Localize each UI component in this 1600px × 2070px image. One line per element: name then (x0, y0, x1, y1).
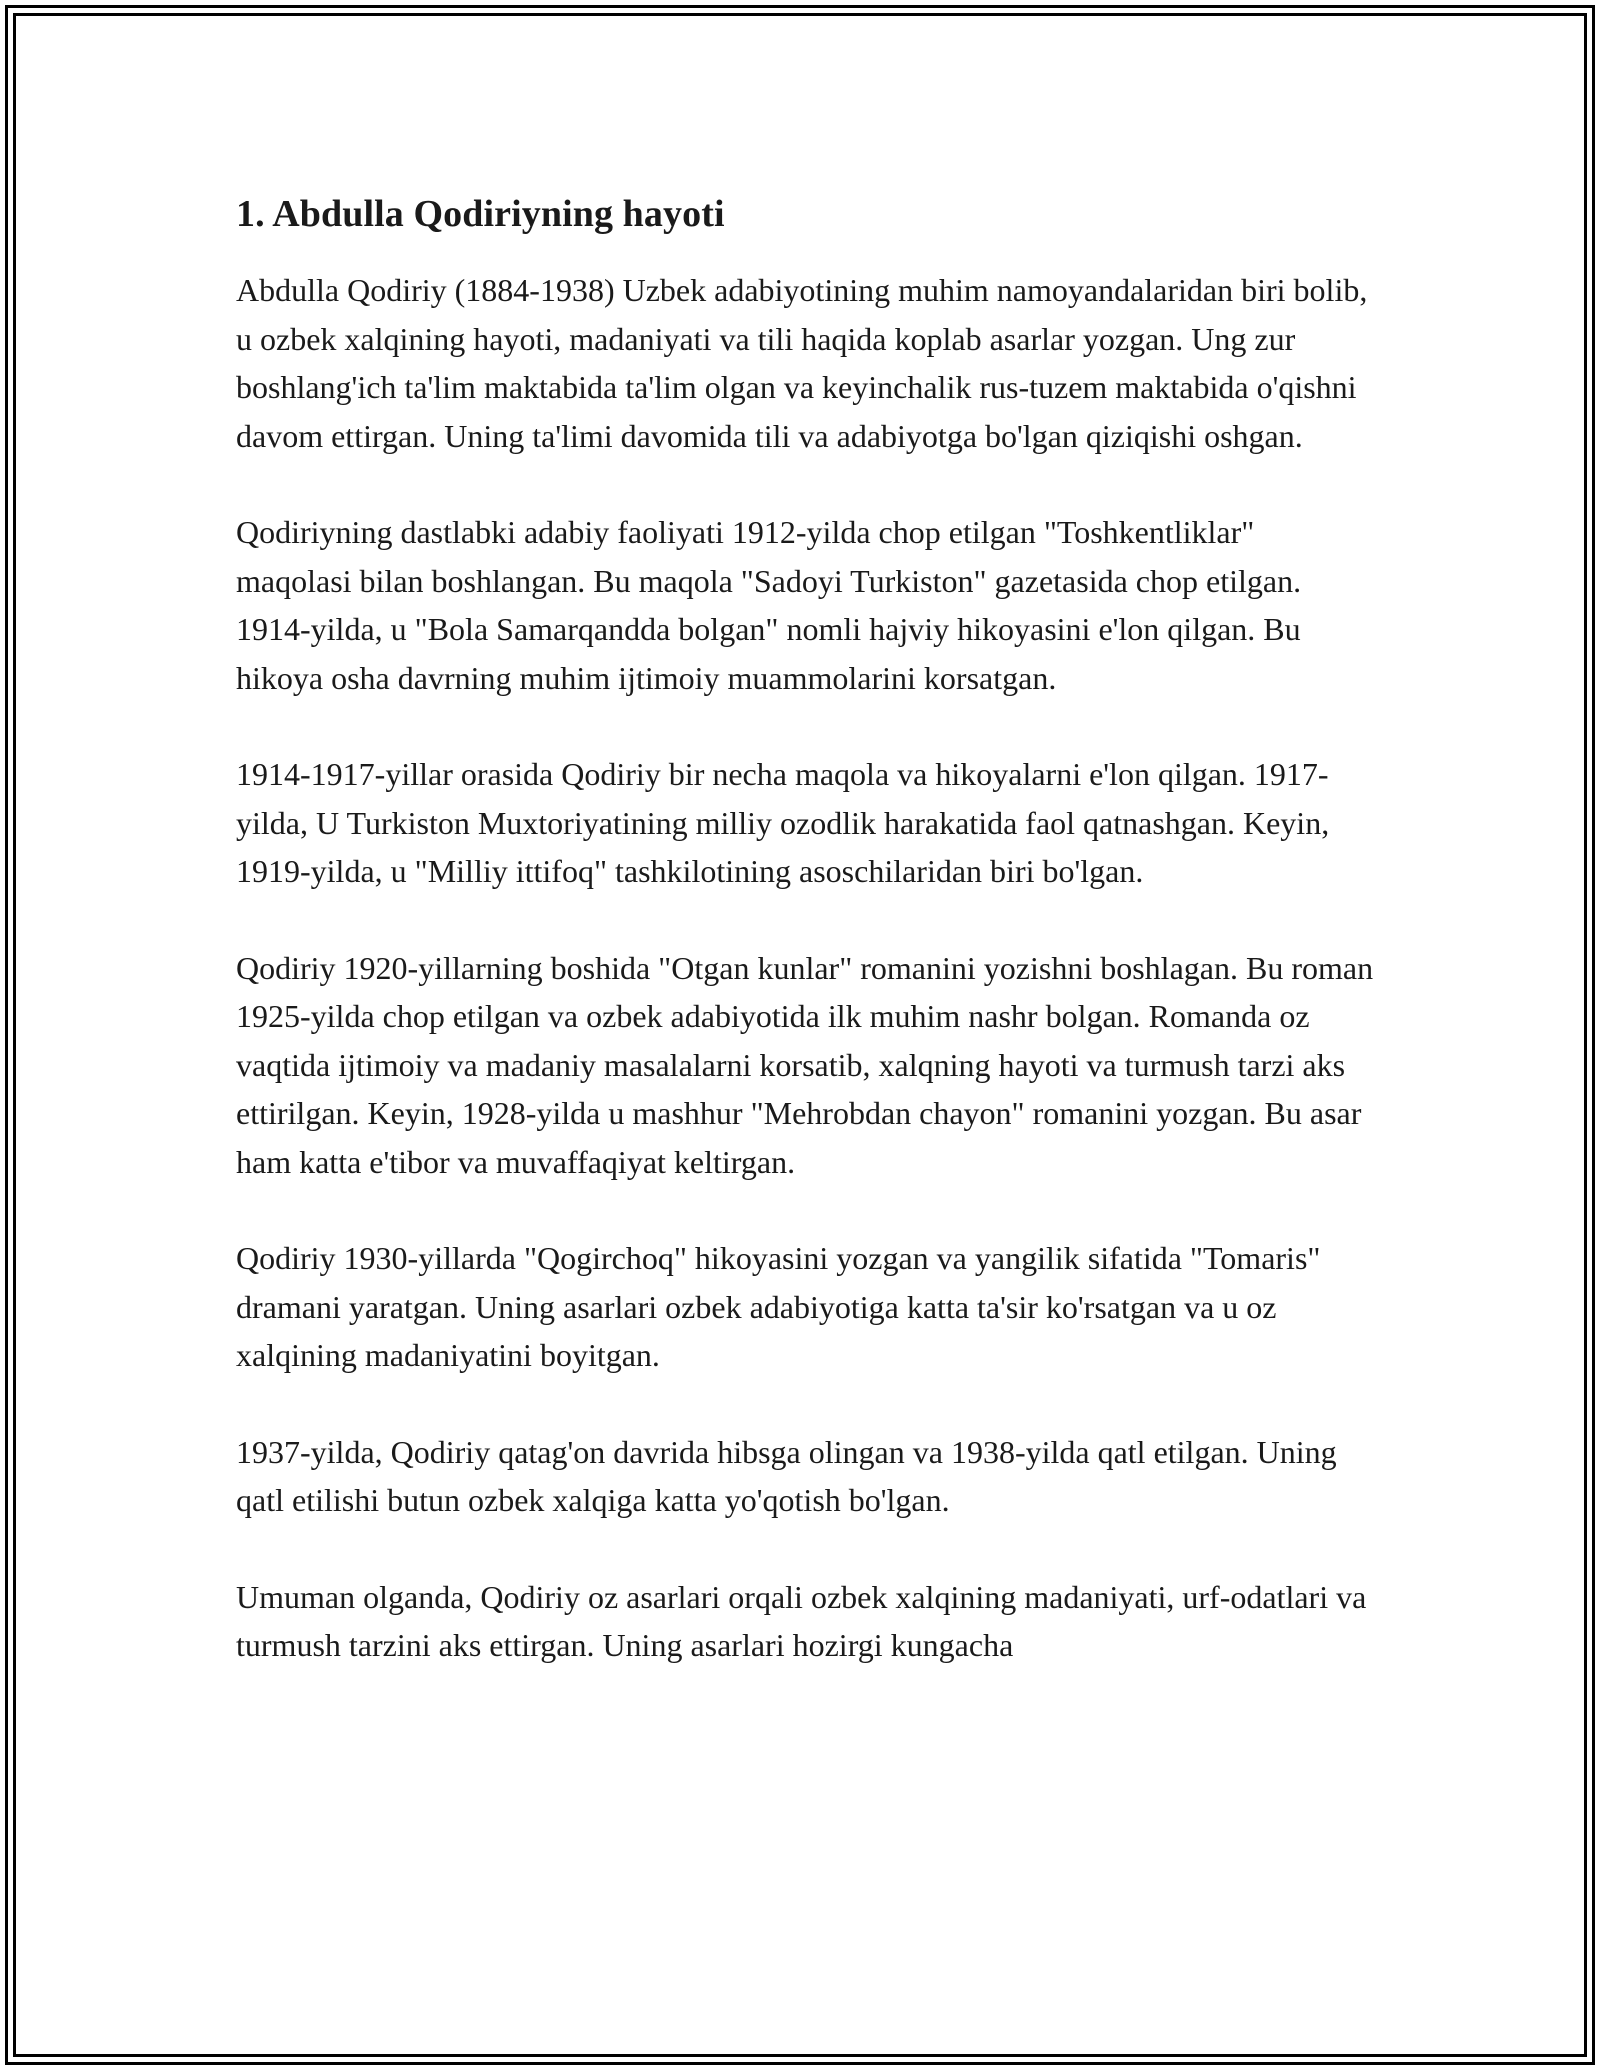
paragraph-1914-1919: 1914-1917-yillar orasida Qodiriy bir necha maqola va hikoyalarni e'lon qilgan. 1917-yilda, U Turkiston Muxtoriyatining milliy ozodlik harakatida faol qatnashgan. Keyin, 1919-yilda, u "Milliy ittifoq" tashkilotining asoschilaridan biri bo'lgan. (236, 756, 1330, 889)
paragraph-repression: 1937-yilda, Qodiriy qatag'on davrida hibsga olingan va 1938-yilda qatl etilgan. Uning qatl etilishi butun ozbek xalqiga katta yo'qotish bo'lgan. (236, 1433, 1337, 1518)
paragraph-novels: Qodiriy 1920-yillarning boshida "Otgan kunlar" romanini yozishni boshlagan. Bu roman 1925-yilda chop etilgan va ozbek adabiyotida ilk muhim nashr bolgan. Romanda oz vaqtida ijtimoiy va madaniy masalalarni korsatib, xalqning hayoti va turmush tarzi aks ettirilgan. Keyin, 1928-yilda u mashhur "Mehrobdan chayon" romanini yozgan. Bu asar ham katta e'tibor va muvaffaqiyat keltirgan. (236, 949, 1374, 1180)
document-body (236, 186, 1376, 1718)
section-heading: 1. Abdulla Qodiriyning hayoti (236, 193, 725, 235)
paragraph-1930s: Qodiriy 1930-yillarda "Qogirchoq" hikoyasini yozgan va yangilik sifatida "Tomaris" dramani yaratgan. Uning asarlari ozbek adabiyotiga katta ta'sir ko'rsatgan va u oz xalqining madaniyatini boyitgan. (236, 1240, 1321, 1373)
paragraph-education: Abdulla Qodiriy (1884-1938) Uzbek adabiyotining muhim namoyandalaridan biri bolib, u ozbek xalqining hayoti, madaniyati va tili haqida koplab asarlar yozgan. Ung zur boshlang'ich ta'lim maktabida ta'lim olgan va keyinchalik rus-tuzem maktabida o'qishni davom ettirgan. Uning ta'limi davomida tili va adabiyotga bo'lgan qiziqishi oshgan. (236, 272, 1368, 454)
paragraph-early-works: Qodiriyning dastlabki adabiy faoliyati 1912-yilda chop etilgan "Toshkentliklar" maqolasi bilan boshlangan. Bu maqola "Sadoyi Turkiston" gazetasida chop etilgan. 1914-yilda, u "Bola Samarqandda bolgan" nomli hajviy hikoyasini e'lon qilgan. Bu hikoya osha davrning muhim ijtimoiy muammolarini korsatgan. (236, 514, 1302, 696)
paragraph-summary: Umuman olganda, Qodiriy oz asarlari orqali ozbek xalqining madaniyati, urf-odatlari va turmush tarzini aks ettirgan. Uning asarlari hozirgi kungacha (236, 1578, 1367, 1663)
